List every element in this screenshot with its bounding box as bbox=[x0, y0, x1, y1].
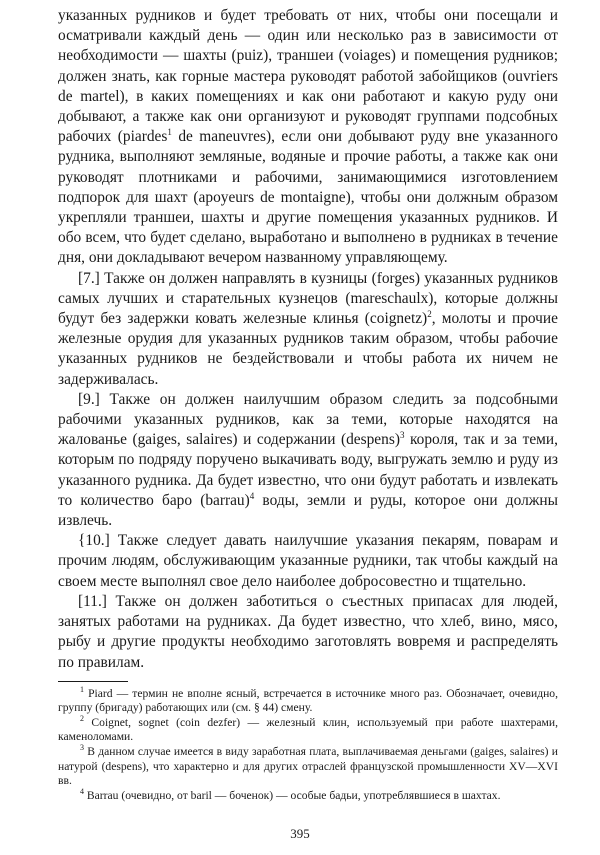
footnote-3 bbox=[58, 745, 558, 789]
paragraph-continuation bbox=[58, 6, 558, 269]
text-segment: [11.] Также он должен заботиться о съестных припасах для людей, занятых работами на рудниках. Да будет известно, что хлеб, вино, мясо, рыбу и другие продукты необходимо заготовлять вовремя и распределять по правилам. bbox=[58, 592, 558, 671]
footnote-divider bbox=[58, 681, 128, 682]
text-segment: [7.] Также он должен направлять в кузницы (forges) указанных рудников самых лучших и старательных кузнецов (mareschaulx), которые должны будут без задержки ковать железные клинья (coignetz) bbox=[58, 269, 558, 328]
footnote-ref[interactable]: 1 bbox=[167, 127, 172, 138]
footnote-text: В данном случае имеется в виду заработная плата, выплачиваемая деньгами (gaiges, salaires) и натурой (despens), что характерно и для других отраслей французской промышленности XV—XVI вв. bbox=[58, 745, 558, 788]
main-text bbox=[58, 6, 558, 673]
page bbox=[58, 6, 558, 803]
footnotes bbox=[58, 684, 558, 804]
text-segment: [9.] Также он должен наилучшим образом следить за подсобными рабочими указанных рудников, как за теми, которые находятся на жалованье (gaiges, salaires) и содержании (despens) bbox=[58, 390, 558, 449]
text-segment: указанных рудников и будет требовать от них, чтобы они посещали и осматривали каждый день — один или несколько раз в зависимости от необходимости — шахты (puiz), траншеи (voiages) и помещения рудников; должен знать, как горные мастера руководят работой забойщиков (ouvriers de martel), в каких помещениях и как они работают и какую руду они добывают, а также как они организуют и руководят группами подсобных рабочих (piardes bbox=[58, 7, 558, 146]
text-segment: короля, так и за теми, которым по подряду поручено выкачивать воду, выгружать землю и руду из указанного рудника. Да будет известно, что они будут работать и извлекать то количество баро (barrau) bbox=[58, 431, 558, 509]
footnote-4 bbox=[58, 789, 558, 804]
footnote-mark: 1 bbox=[80, 684, 84, 694]
text-segment: de maneuvres), если они добывают руду вне указанного рудника, выполняют земляные, водяные и прочие работы, а также как они руководят плотниками и рабочими, занимающимися изготовлением подпорок для шахт (apoyeurs de montaigne), чтобы они должным образом укрепляли траншеи, шахты и другие помещения указанных рудников. И обо всем, что будет сделано, выработано и выполнено в рудниках в течение дня, они докладывают вечером названному управляющему. bbox=[58, 128, 558, 267]
footnote-ref[interactable]: 3 bbox=[399, 430, 405, 441]
footnote-ref[interactable]: 2 bbox=[427, 308, 432, 319]
footnote-text: Coignet, sognet (coin dezfer) — железный клин, используемый при работе шахтерами, каменоломами. bbox=[58, 715, 558, 744]
footnote-mark: 2 bbox=[80, 714, 84, 724]
text-segment: {10.] Также следует давать наилучшие указания пекарям, поварам и прочим людям, обслуживающим указанные рудники, так чтобы каждый на своем месте выполнял свое дело наиболее добросовестно и тщательно. bbox=[58, 532, 558, 590]
paragraph-item-11 bbox=[58, 592, 558, 673]
text-segment: воды, земли и руды, которое они должны извлечь. bbox=[58, 491, 559, 530]
footnote-text: Piard — термин не вполне ясный, встречается в источнике много раз. Обозначает, очевидно, группу (бригаду) работающих или (см. § 44) смену. bbox=[58, 686, 558, 715]
text-segment: , молоты и прочие железные орудия для указанных рудников таким образом, чтобы рабочие указанных рудников не бездействовали и чтобы работа их ничем не задерживалась. bbox=[58, 310, 558, 388]
paragraph-item-10 bbox=[58, 531, 558, 592]
footnote-text: Barrau (очевидно, от baril — боченок) — особые бадьи, употреблявшиеся в шахтах. bbox=[84, 788, 501, 802]
footnote-1 bbox=[58, 684, 558, 716]
footnote-mark: 4 bbox=[80, 787, 84, 796]
page-number: 395 bbox=[290, 826, 310, 841]
paragraph-item-9 bbox=[58, 390, 558, 531]
footnote-mark: 3 bbox=[80, 743, 84, 753]
footnote-2 bbox=[58, 716, 558, 745]
paragraph-item-7 bbox=[58, 269, 558, 390]
footnote-ref[interactable]: 4 bbox=[249, 490, 255, 501]
